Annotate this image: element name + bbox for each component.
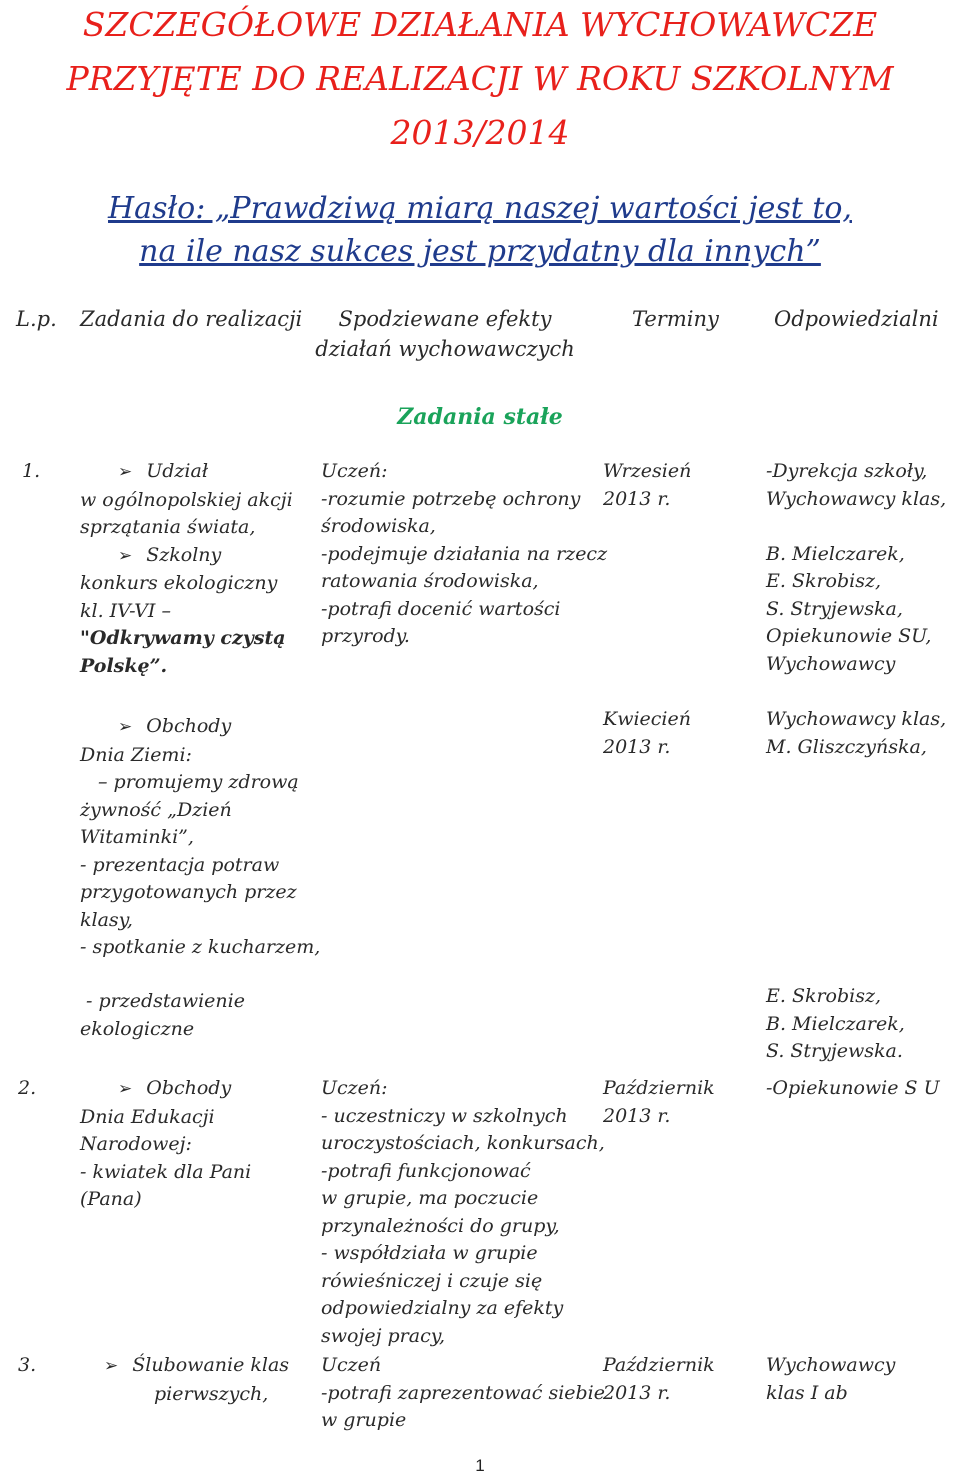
row-3-tasks [80,1352,289,1408]
task-text: Ślubowanie klas [132,1354,290,1376]
responsible-line: S. Stryjewska, [766,597,903,620]
term-line: Wrzesień [603,460,692,482]
row-1c-responsible [766,983,905,1066]
row-1b-tasks [80,713,320,962]
task-text: (Pana) [80,1188,142,1210]
responsible-line: B. Mielczarek, [766,542,905,565]
responsible-line: Wychowawcy klas, [766,708,947,730]
term-line: 2013 r. [603,487,671,510]
task-text: konkurs ekologiczny [80,572,278,594]
bullet-arrow-icon: ➢ [118,462,133,482]
row-1b-term [603,706,691,761]
term-line: Kwiecień [603,708,691,730]
motto-line-2: na ile nasz sukces jest przydatny dla innych” [139,234,821,269]
task-text: przygotowanych przez [80,881,297,903]
responsible-line: -Dyrekcja szkoły, [766,460,928,482]
term-line: Październik [603,1077,715,1099]
row-1-tasks [80,458,293,680]
task-text: – promujemy zdrową [98,771,299,793]
effect-line: Uczeń [321,1354,382,1376]
responsible-line: B. Mielczarek, [766,1012,905,1035]
document-title-line-1: SZCZEGÓŁOWE DZIAŁANIA WYCHOWAWCZE [82,5,878,44]
task-text: - spotkanie z kucharzem, [80,936,321,958]
effect-line: rówieśniczej i czuje się [321,1269,543,1292]
effect-line: uroczystościach, konkursach, [321,1132,605,1154]
row-2-term [603,1075,715,1130]
task-text: - przedstawienie [86,990,245,1012]
row-1-effects [321,458,607,651]
task-text: Szkolny [146,543,222,566]
header-effects-line-2: działań wychowawczych [315,337,575,361]
task-text: - kwiatek dla Pani [80,1160,252,1183]
responsible-line: Opiekunowie SU, [766,625,932,647]
task-text: Witaminki”, [80,826,194,848]
task-text: - prezentacja potraw [80,853,280,876]
effect-line: swojej pracy, [321,1324,445,1347]
header-responsible: Odpowiedzialni [774,307,939,331]
row-2-responsible [766,1075,940,1103]
task-text: Obchody [146,1077,232,1099]
responsible-line: Wychowawcy [766,652,896,675]
effect-line: w grupie, ma poczucie [321,1187,539,1209]
term-line: 2013 r. [603,1381,671,1404]
section-title: Zadania stałe [397,404,563,430]
responsible-line: S. Stryjewska. [766,1040,903,1062]
task-text: kl. IV-VI – [80,599,171,622]
row-1c-tasks [80,988,245,1043]
task-text: Dnia Ziemi: [80,743,192,766]
effect-line: -potrafi zaprezentować siebie [321,1381,605,1404]
row-3-responsible [766,1352,895,1407]
responsible-line: E. Skrobisz, [766,570,882,592]
row-3-number: 3. [18,1354,37,1376]
header-lp: L.p. [16,307,57,331]
responsible-line: Wychowawcy klas, [766,487,947,510]
effect-line: przyrody. [321,625,410,647]
term-line: 2013 r. [603,1104,671,1127]
row-3-effects [321,1352,605,1435]
task-text: pierwszych, [154,1382,269,1405]
row-1b-responsible [766,706,946,761]
header-effects [310,304,580,364]
bullet-arrow-icon: ➢ [118,1079,133,1099]
effect-line: w grupie [321,1409,407,1431]
page-number: 1 [475,1456,485,1475]
responsible-line: Wychowawcy [766,1354,896,1376]
task-text: Obchody [146,715,232,737]
effect-line: - współdziała w grupie [321,1242,538,1264]
effect-line: -potrafi funkcjonować [321,1159,531,1182]
term-line: Październik [603,1354,715,1376]
responsible-spacer [766,513,946,541]
task-text: "Odkrywamy czystą [80,627,286,649]
document-title-line-2: PRZYJĘTE DO REALIZACJI W ROKU SZKOLNYM [66,59,894,98]
effect-line: -rozumie potrzebę ochrony [321,487,581,510]
effect-line: Uczeń: [321,1077,388,1099]
document-title-year: 2013/2014 [390,113,570,152]
task-text: sprzątania świata, [80,516,256,538]
effect-line: środowiska, [321,515,436,537]
task-text: żywność „Dzień [80,798,232,821]
responsible-line: E. Skrobisz, [766,985,882,1007]
responsible-line: -Opiekunowie S U [766,1077,940,1099]
effect-line: odpowiedzialny za efekty [321,1297,564,1319]
row-1-responsible [766,458,946,678]
task-text: Udział [146,460,208,482]
responsible-line: M. Gliszczyńska, [766,735,927,758]
row-3-term [603,1352,715,1407]
task-text: ekologiczne [80,1017,195,1040]
effect-line: ratowania środowiska, [321,570,539,592]
task-text: w ogólnopolskiej akcji [80,488,293,511]
header-tasks: Zadania do realizacji [80,307,303,331]
effect-line: -podejmuje działania na rzecz [321,542,608,565]
task-text: Polskę”. [80,654,168,677]
motto-line-1: Hasło: „Prawdziwą miarą naszej wartości jest to, [108,191,852,226]
row-2-effects [321,1075,605,1350]
task-text: Narodowej: [80,1133,192,1155]
row-1-term [603,458,691,513]
header-terms: Terminy [632,307,719,331]
task-text: Dnia Edukacji [80,1105,215,1128]
effect-line: Uczeń: [321,460,388,482]
effect-line: -potrafi docenić wartości [321,597,561,620]
row-2-tasks [80,1075,251,1214]
task-text: klasy, [80,908,133,931]
bullet-arrow-icon: ➢ [104,1356,119,1376]
bullet-arrow-icon: ➢ [118,717,133,737]
effect-line: - uczestniczy w szkolnych [321,1104,568,1127]
responsible-line: klas I ab [766,1381,848,1404]
row-2-number: 2. [18,1077,37,1099]
row-1-number: 1. [22,460,41,482]
header-effects-line-1: Spodziewane efekty [338,307,552,331]
bullet-arrow-icon: ➢ [118,545,133,566]
term-line: 2013 r. [603,735,671,758]
effect-line: przynależności do grupy, [321,1214,560,1237]
